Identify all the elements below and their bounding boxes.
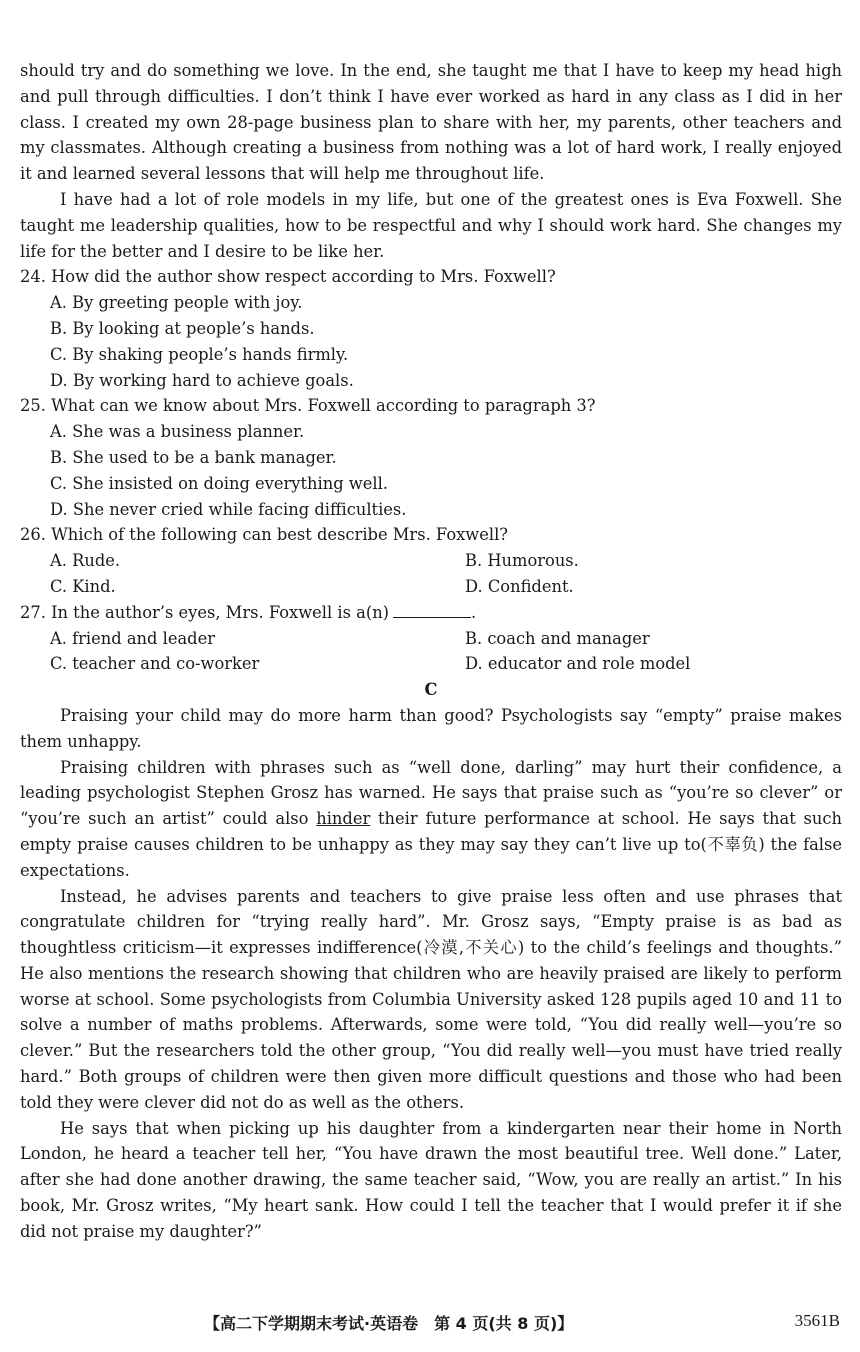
question-stem-text: 27. In the author’s eyes, Mrs. Foxwell is a(n) <box>20 602 390 622</box>
question-25 <box>20 393 842 522</box>
option: B. coach and manager <box>465 628 650 648</box>
passage-b-paragraph: I have had a lot of role models in my life, but one of the greatest ones is Eva Foxwell. She taught me leadership qualities, how to be respectful and why I should work hard. She changes my life for the better and I desire to be like her. <box>20 189 842 261</box>
option: D. Confident. <box>465 576 574 596</box>
option: A. By greeting people with joy. <box>50 293 303 313</box>
footer-code: 3561B <box>794 1311 840 1330</box>
option: D. She never cried while facing difficulties. <box>50 499 407 519</box>
option: C. By shaking people’s hands firmly. <box>50 344 349 364</box>
passage-b-paragraph: should try and do something we love. In the end, she taught me that I have to keep my head high and pull through difficulties. I don’t think I have ever worked as hard in any class as I did in her class. I created my own 28-page business plan to share with her, my parents, other teachers and my classmates. Although creating a business from nothing was a lot of hard work, I really enjoyed it and learned several lessons that will help me throughout life. <box>20 61 842 184</box>
option: A. friend and leader <box>50 628 216 648</box>
passage-c-paragraph: Praising your child may do more harm than good? Psychologists say “empty” praise makes them unhappy. <box>20 705 842 751</box>
page-footer <box>0 1311 860 1337</box>
exam-page <box>20 58 842 1245</box>
answer-blank <box>393 601 471 618</box>
passage-c-paragraph: Instead, he advises parents and teachers to give praise less often and use phrases that congratulate children for “trying really hard”. Mr. Grosz says, “Empty praise is as bad as thoughtless criticism—it expresses indifference(冷漠,不关心) to the child’s feelings and thoughts.” He also mentions the research showing that children who are heavily praised are likely to perform worse at school. Some psychologists from Columbia University asked 128 pupils aged 10 and 11 to solve a number of maths problems. Afterwards, some were told, “You did really well—you’re so clever.” But the researchers told the other group, “You did really well—you must have tried really hard.” Both groups of children were then given more difficult questions and those who had been told they were clever did not do as well as the others. <box>20 886 842 1112</box>
option: C. Kind. <box>50 576 116 596</box>
option: C. She insisted on doing everything well. <box>50 473 388 493</box>
option: C. teacher and co-worker <box>50 654 260 674</box>
option: A. She was a business planner. <box>50 422 305 442</box>
underlined-word: hinder <box>316 809 371 829</box>
option: B. Humorous. <box>465 551 579 571</box>
passage-c-paragraph: He says that when picking up his daughter from a kindergarten near their home in North London, he heard a teacher tell her, “You have drawn the most beautiful tree. Well done.” Later, after she had done another drawing, the same teacher said, “Wow, you are really an artist.” In his book, Mr. Grosz writes, “My heart sank. How could I tell the teacher that I would prefer it if she did not praise my daughter?” <box>20 1118 842 1241</box>
footer-title: 【高二下学期期末考试·英语卷 第 4 页(共 8 页)】 <box>204 1314 574 1333</box>
option: D. educator and role model <box>465 654 691 674</box>
question-stem <box>20 600 842 626</box>
option: B. She used to be a bank manager. <box>50 447 337 467</box>
question-stem-end: . <box>471 602 477 622</box>
question-stem: 24. How did the author show respect according to Mrs. Foxwell? <box>20 267 556 287</box>
paragraph-text: their future performance at school. He says that such empty praise causes children to be unhappy as they may say they can’t live up to(不辜负) the false expectations. <box>20 809 842 880</box>
question-26 <box>20 522 842 599</box>
question-24 <box>20 264 842 393</box>
option: B. By looking at people’s hands. <box>50 318 315 338</box>
question-stem: 25. What can we know about Mrs. Foxwell according to paragraph 3? <box>20 396 596 416</box>
options-grid <box>50 548 842 600</box>
options-grid <box>50 626 842 678</box>
paragraph-text: Praising children with phrases such as “well done, darling” may hurt their confidence, a leading psychologist Stephen Grosz has warned. He says that praise such as “you’re so clever” or “you’re such an artist” could also <box>20 757 842 829</box>
question-27 <box>20 600 842 677</box>
option: D. By working hard to achieve goals. <box>50 370 354 390</box>
passage-c-paragraph <box>20 755 842 884</box>
section-title: C <box>424 680 438 700</box>
question-stem: 26. Which of the following can best describe Mrs. Foxwell? <box>20 525 509 545</box>
option: A. Rude. <box>50 551 121 571</box>
